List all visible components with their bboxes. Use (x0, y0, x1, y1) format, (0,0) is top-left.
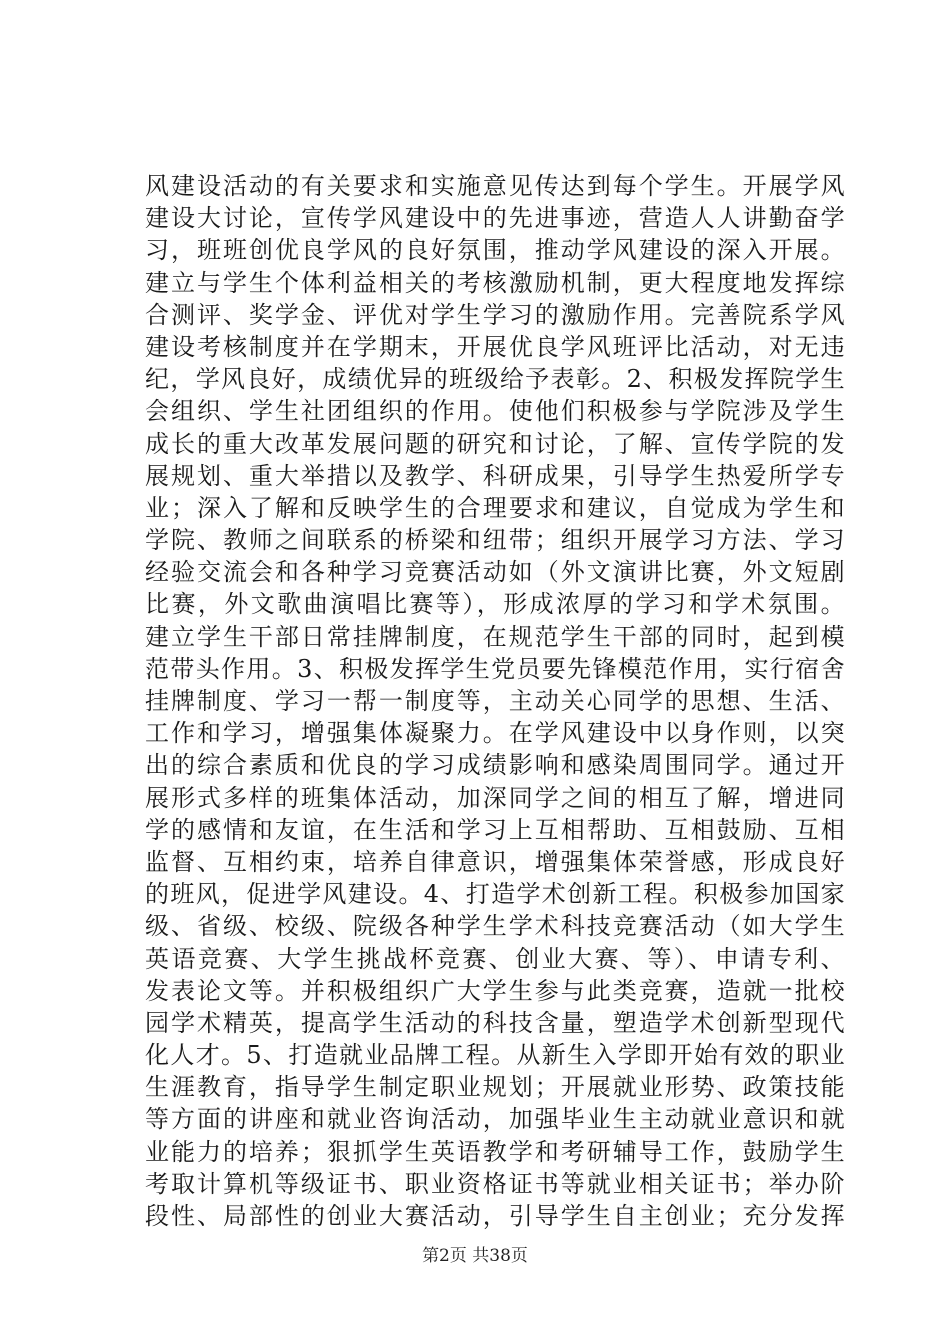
text-line: 生涯教育，指导学生制定职业规划；开展就业形势、政策技能 (145, 1073, 845, 1102)
text-line: 经验交流会和各种学习竞赛活动如（外文演讲比赛，外文短剧 (145, 558, 845, 587)
text-line: 习，班班创优良学风的良好氛围，推动学风建设的深入开展。 (145, 236, 845, 265)
text-line: 监督、互相约束，培养自律意识，增强集体荣誉感，形成良好 (145, 847, 845, 876)
text-line: 考取计算机等级证书、职业资格证书等就业相关证书；举办阶 (145, 1169, 845, 1198)
text-line: 园学术精英，提高学生活动的科技含量，塑造学术创新型现代 (145, 1008, 845, 1037)
text-line: 会组织、学生社团组织的作用。使他们积极参与学院涉及学生 (145, 397, 845, 426)
text-line: 挂牌制度、学习一帮一制度等，主动关心同学的思想、生活、 (145, 687, 845, 715)
text-line: 展形式多样的班集体活动，加深同学之间的相互了解，增进同 (145, 783, 845, 812)
text-line: 风建设活动的有关要求和实施意见传达到每个学生。开展学风 (145, 172, 845, 200)
text-line: 出的综合素质和优良的学习成绩影响和感染周围同学。通过开 (145, 751, 845, 780)
text-line: 合测评、奖学金、评优对学生学习的激励作用。完善院系学风 (145, 300, 845, 329)
text-line: 纪，学风良好，成绩优异的班级给予表彰。2、积极发挥院学生 (145, 365, 845, 394)
text-line: 业能力的培养；狠抓学生英语教学和考研辅导工作，鼓励学生 (145, 1137, 845, 1166)
text-line: 成长的重大改革发展问题的研究和讨论，了解、宣传学院的发 (145, 429, 845, 458)
text-line: 等方面的讲座和就业咨询活动，加强毕业生主动就业意识和就 (145, 1105, 845, 1134)
text-line: 展规划、重大举措以及教学、科研成果，引导学生热爱所学专 (145, 461, 845, 490)
body-text (145, 170, 845, 1232)
text-line: 范带头作用。3、积极发挥学生党员要先锋模范作用，实行宿舍 (145, 654, 845, 683)
text-line: 业；深入了解和反映学生的合理要求和建议，自觉成为学生和 (145, 493, 845, 522)
text-line: 学的感情和友谊，在生活和学习上互相帮助、互相鼓励、互相 (145, 815, 845, 844)
page-number-footer: 第2页 共38页 (422, 1246, 528, 1266)
text-line: 建设大讨论，宣传学风建设中的先进事迹，营造人人讲勤奋学 (145, 204, 845, 233)
text-line: 的班风，促进学风建设。4、打造学术创新工程。积极参加国家 (145, 880, 845, 909)
text-line: 英语竞赛、大学生挑战杯竞赛、创业大赛、等）、申请专利、 (145, 944, 845, 973)
text-line: 建立学生干部日常挂牌制度，在规范学生干部的同时，起到模 (145, 622, 845, 651)
text-line: 工作和学习，增强集体凝聚力。在学风建设中以身作则，以突 (145, 719, 845, 748)
text-line: 建立与学生个体利益相关的考核激励机制，更大程度地发挥综 (145, 268, 845, 297)
text-line: 化人才。5、打造就业品牌工程。从新生入学即开始有效的职业 (145, 1041, 845, 1070)
text-line: 比赛，外文歌曲演唱比赛等），形成浓厚的学习和学术氛围。 (145, 590, 845, 619)
text-line: 学院、教师之间联系的桥梁和纽带；组织开展学习方法、学习 (145, 526, 845, 555)
text-line: 段性、局部性的创业大赛活动，引导学生自主创业；充分发挥 (145, 1202, 845, 1230)
text-line: 建设考核制度并在学期末，开展优良学风班评比活动，对无违 (145, 332, 845, 361)
text-line: 级、省级、校级、院级各种学生学术科技竞赛活动（如大学生 (145, 912, 845, 941)
text-line: 发表论文等。并积极组织广大学生参与此类竞赛，造就一批校 (145, 976, 845, 1005)
